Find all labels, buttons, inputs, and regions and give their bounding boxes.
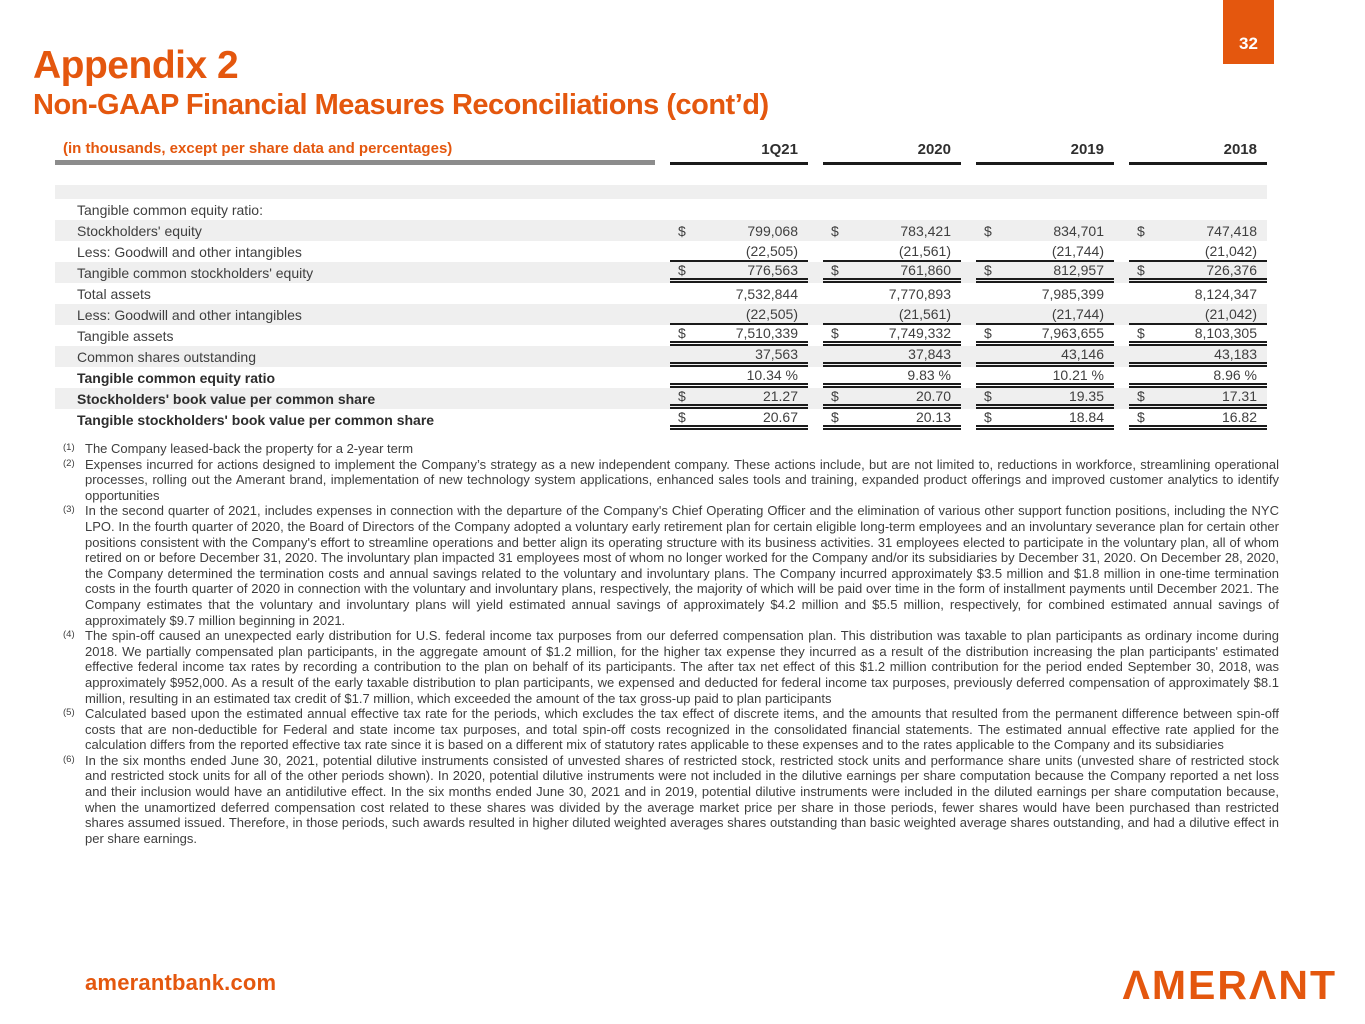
value-cell <box>976 367 1114 388</box>
footnote-marker: (6) <box>63 753 75 765</box>
dollar-sign: $ <box>1137 262 1145 278</box>
value-cell <box>823 325 961 346</box>
cell-value: (21,561) <box>898 242 951 259</box>
value-cell <box>1129 367 1267 388</box>
dollar-sign: $ <box>678 222 686 239</box>
table-row <box>55 409 1267 430</box>
dollar-sign: $ <box>831 325 839 341</box>
footnote <box>63 457 1279 504</box>
value-cell <box>1129 262 1267 283</box>
table-row <box>55 367 1267 388</box>
footnote <box>63 628 1279 706</box>
cell-value: 10.21 % <box>1052 367 1104 383</box>
dollar-sign: $ <box>678 388 686 404</box>
row-label: Tangible common stockholders' equity <box>77 264 314 281</box>
dollar-sign: $ <box>678 325 686 341</box>
cell-value: (22,505) <box>745 242 798 259</box>
value-cell <box>823 409 961 430</box>
value-cell <box>823 304 961 325</box>
dollar-sign: $ <box>984 222 992 239</box>
cell-value: (21,042) <box>1204 305 1257 322</box>
column-header-2020: 2020 <box>823 141 961 165</box>
cell-value: 834,701 <box>1053 222 1104 239</box>
cell-value: 7,985,399 <box>1041 285 1104 302</box>
amerant-logo: ΛMERΛNT <box>1122 962 1337 1008</box>
row-label: Tangible common equity ratio <box>77 369 276 386</box>
cell-value: 17.31 <box>1221 388 1257 404</box>
cell-value: 16.82 <box>1221 409 1257 425</box>
table-row <box>55 220 1267 241</box>
dollar-sign: $ <box>678 262 686 278</box>
value-cell <box>976 220 1114 241</box>
cell-value: 726,376 <box>1206 262 1257 278</box>
value-cell <box>976 262 1114 283</box>
footnote <box>63 753 1279 847</box>
footnote-text: Calculated based upon the estimated annual effective tax rate for the periods, which excludes the tax effect of discrete items, and the amounts that resulted from the permanent difference between spin-off costs that are non-deductible for Federal and state income tax purposes, and total spin-off costs recognized in the consolidated financial statements. The estimated annual effective rate applied for the calculation differs from the reported effective tax rate since it is based on a different mix of statutory rates applicable to these expenses and to the rates applicable to the Company and its subsidiaries <box>85 706 1279 753</box>
column-header-1q21: 1Q21 <box>670 141 808 165</box>
footnote-marker: (3) <box>63 504 75 516</box>
cell-value: 776,563 <box>747 262 798 278</box>
dollar-sign: $ <box>831 222 839 239</box>
value-cell <box>1129 304 1267 325</box>
dollar-sign: $ <box>984 409 992 425</box>
value-cell <box>823 241 961 262</box>
value-cell <box>670 262 808 283</box>
value-cell <box>670 325 808 346</box>
dollar-sign: $ <box>1137 325 1145 341</box>
table-row <box>55 262 1267 283</box>
row-label: Stockholders' book value per common share <box>77 390 376 407</box>
value-cell <box>976 304 1114 325</box>
cell-value: (21,042) <box>1204 242 1257 259</box>
value-cell <box>1129 220 1267 241</box>
dollar-sign: $ <box>831 388 839 404</box>
dollar-sign: $ <box>1137 409 1145 425</box>
value-cell <box>976 388 1114 409</box>
dollar-sign: $ <box>1137 222 1145 239</box>
cell-value: 20.67 <box>762 409 798 425</box>
table-row <box>55 346 1267 367</box>
cell-value: 7,532,844 <box>735 285 798 302</box>
footnotes <box>63 441 1279 846</box>
cell-value: 799,068 <box>747 222 798 239</box>
table-body <box>55 185 1267 430</box>
cell-value: 812,957 <box>1053 262 1104 278</box>
value-cell <box>976 409 1114 430</box>
footnote-text: In the second quarter of 2021, includes expenses in connection with the departure of the Company's Chief Operating Officer and the elimination of various other support function positions, including the NYC LPO. In the fourth quarter of 2020, the Board of Directors of the Company adopted a voluntary early retirement plan for certain eligible long-term employees and an involuntary severance plan for certain other positions consistent with the Company's effort to streamline operations and better align its operating structure with its business activities. 31 employees elected to participate in the voluntary plan, all of whom retired on or before December 31, 2020. The involuntary plan impacted 31 employees most of whom no longer worked for the Company and/or its subsidiaries by December 31, 2020. On December 28, 2020, the Company determined the termination costs and annual savings related to the voluntary and involuntary plans. The Company incurred approximately $3.5 million and $1.8 million in one-time termination costs in the fourth quarter of 2020 in connection with the voluntary and involuntary plans, respectively, the majority of which will be paid over time in the form of installment payments until December 2021. The Company estimates that the voluntary and involuntary plans will yield estimated annual savings of approximately $4.2 million and $5.5 million, respectively, for combined estimated annual savings of approximately $9.7 million beginning in 2021. <box>85 503 1279 628</box>
footnote <box>63 441 1279 457</box>
cell-value: 8,103,305 <box>1194 325 1257 341</box>
cell-value: (21,561) <box>898 305 951 322</box>
value-cell <box>1129 388 1267 409</box>
value-cell <box>976 346 1114 367</box>
table-row <box>55 325 1267 346</box>
table-row <box>55 241 1267 262</box>
cell-value: 7,770,893 <box>888 285 951 302</box>
value-cell <box>670 241 808 262</box>
table-row <box>55 388 1267 409</box>
cell-value: 20.13 <box>915 409 951 425</box>
value-cell <box>823 262 961 283</box>
cell-value: 21.27 <box>762 388 798 404</box>
cell-value: 19.35 <box>1068 388 1104 404</box>
footnote-marker: (4) <box>63 629 75 641</box>
value-cell <box>823 220 961 241</box>
value-cell <box>823 346 961 367</box>
cell-value: 10.34 % <box>746 367 798 383</box>
row-label: Less: Goodwill and other intangibles <box>77 243 302 260</box>
value-cell <box>823 283 961 304</box>
cell-value: (22,505) <box>745 305 798 322</box>
table-row <box>55 185 1267 199</box>
footnote-marker: (5) <box>63 707 75 719</box>
row-label: Tangible stockholders' book value per common share <box>77 411 435 428</box>
cell-value: (21,744) <box>1051 242 1104 259</box>
value-cell <box>670 283 808 304</box>
value-cell <box>670 367 808 388</box>
value-cell <box>670 220 808 241</box>
page-number: 32 <box>1239 34 1258 53</box>
cell-value: 43,183 <box>1214 346 1257 362</box>
value-cell <box>976 325 1114 346</box>
row-label: Total assets <box>77 285 151 302</box>
table-row <box>55 304 1267 325</box>
value-cell <box>670 388 808 409</box>
column-header-2019: 2019 <box>976 141 1114 165</box>
row-label: Common shares outstanding <box>77 348 256 365</box>
row-label <box>55 185 1267 199</box>
footnote-marker: (1) <box>63 442 75 453</box>
footnote <box>63 503 1279 628</box>
value-cell <box>1129 325 1267 346</box>
value-cell <box>1129 241 1267 262</box>
cell-value: 43,146 <box>1061 346 1104 362</box>
footnote <box>63 706 1279 753</box>
cell-value: (21,744) <box>1051 305 1104 322</box>
cell-value: 8.96 % <box>1213 367 1257 383</box>
table-row <box>55 283 1267 304</box>
cell-value: 37,563 <box>755 346 798 362</box>
page-subtitle: Non-GAAP Financial Measures Reconciliations (cont’d) <box>33 89 769 121</box>
value-cell <box>1129 283 1267 304</box>
value-cell <box>670 304 808 325</box>
cell-value: 761,860 <box>900 262 951 278</box>
column-header-2018: 2018 <box>1129 141 1267 165</box>
value-cell <box>670 409 808 430</box>
table-caption: (in thousands, except per share data and percentages) <box>55 140 655 165</box>
footnote-text: The spin-off caused an unexpected early distribution for U.S. federal income tax purposes from our deferred compensation plan. This distribution was taxable to plan participants as ordinary income during 2018. We partially compensated plan participants, in the aggregate amount of $1.2 million, for the higher tax expense they incurred as a result of the distribution increasing the plan participants' estimated effective federal income tax rates by recording a contribution to the plan on behalf of its participants. The after tax net effect of this $1.2 million contribution for the period ended September 30, 2018, was approximately $952,000. As a result of the early taxable distribution to plan participants, we expensed and deducted for federal income tax purposes, previously deferred compensation of approximately $8.1 million, resulting in an estimated tax credit of $1.7 million, which exceeded the amount of the tax gross-up paid to plan participants <box>85 628 1279 706</box>
footnote-text: In the six months ended June 30, 2021, potential dilutive instruments consisted of unvested shares of restricted stock, restricted stock units and performance share units (unvested share of restricted stock and restricted stock units for all of the other periods shown). In 2020, potential dilutive instruments were not included in the dilutive earnings per share computation because the Company reported a net loss and their inclusion would have an antidilutive effect. In the six months ended June 30, 2021 and in 2019, potential dilutive instruments were included in the diluted earnings per share computation because, when the unamortized deferred compensation cost related to these shares was divided by the average market price per share in those periods, fewer shares would have been purchased than restricted shares assumed issued. Therefore, in those periods, such awards resulted in higher diluted weighted averages shares outstanding than basic weighted average shares outstanding, and had a dilutive effect in per share earnings. <box>85 752 1279 846</box>
cell-value: 783,421 <box>900 222 951 239</box>
row-label: Tangible common equity ratio: <box>77 201 263 218</box>
header <box>33 44 769 122</box>
table-row <box>55 199 1267 220</box>
value-cell <box>976 241 1114 262</box>
footnote-text: The Company leased-back the property for a 2-year term <box>85 441 414 456</box>
cell-value: 9.83 % <box>907 367 951 383</box>
value-cell <box>823 367 961 388</box>
value-cell <box>823 388 961 409</box>
footnote-marker: (2) <box>63 457 75 469</box>
cell-value: 7,963,655 <box>1041 325 1104 341</box>
cell-value: 7,510,339 <box>735 325 798 341</box>
row-label: Stockholders' equity <box>77 222 202 239</box>
row-label: Less: Goodwill and other intangibles <box>77 306 302 323</box>
dollar-sign: $ <box>831 409 839 425</box>
row-label: Tangible assets <box>77 327 174 344</box>
cell-value: 8,124,347 <box>1194 285 1257 302</box>
cell-value: 18.84 <box>1068 409 1104 425</box>
value-cell <box>1129 346 1267 367</box>
cell-value: 37,843 <box>908 346 951 362</box>
footnote-text: Expenses incurred for actions designed to implement the Company’s strategy as a new independent company. These actions include, but are not limited to, reductions in workforce, streamlining operational processes, rolling out the Amerant brand, implementation of new technology system applications, enhanced sales tools and training, expanded product offerings and improved customer analytics to identify opportunities <box>85 456 1279 503</box>
page-title: Appendix 2 <box>33 44 239 87</box>
cell-value: 20.70 <box>915 388 951 404</box>
dollar-sign: $ <box>984 325 992 341</box>
dollar-sign: $ <box>831 262 839 278</box>
table-header-row <box>55 140 1267 165</box>
cell-value: 7,749,332 <box>888 325 951 341</box>
dollar-sign: $ <box>1137 388 1145 404</box>
page-number-badge <box>1223 0 1274 64</box>
cell-value: 747,418 <box>1206 222 1257 239</box>
value-cell <box>670 346 808 367</box>
website-text: amerantbank.com <box>85 970 277 995</box>
value-cell <box>1129 409 1267 430</box>
dollar-sign: $ <box>678 409 686 425</box>
reconciliation-table <box>55 140 1267 430</box>
dollar-sign: $ <box>984 388 992 404</box>
value-cell <box>976 283 1114 304</box>
dollar-sign: $ <box>984 262 992 278</box>
